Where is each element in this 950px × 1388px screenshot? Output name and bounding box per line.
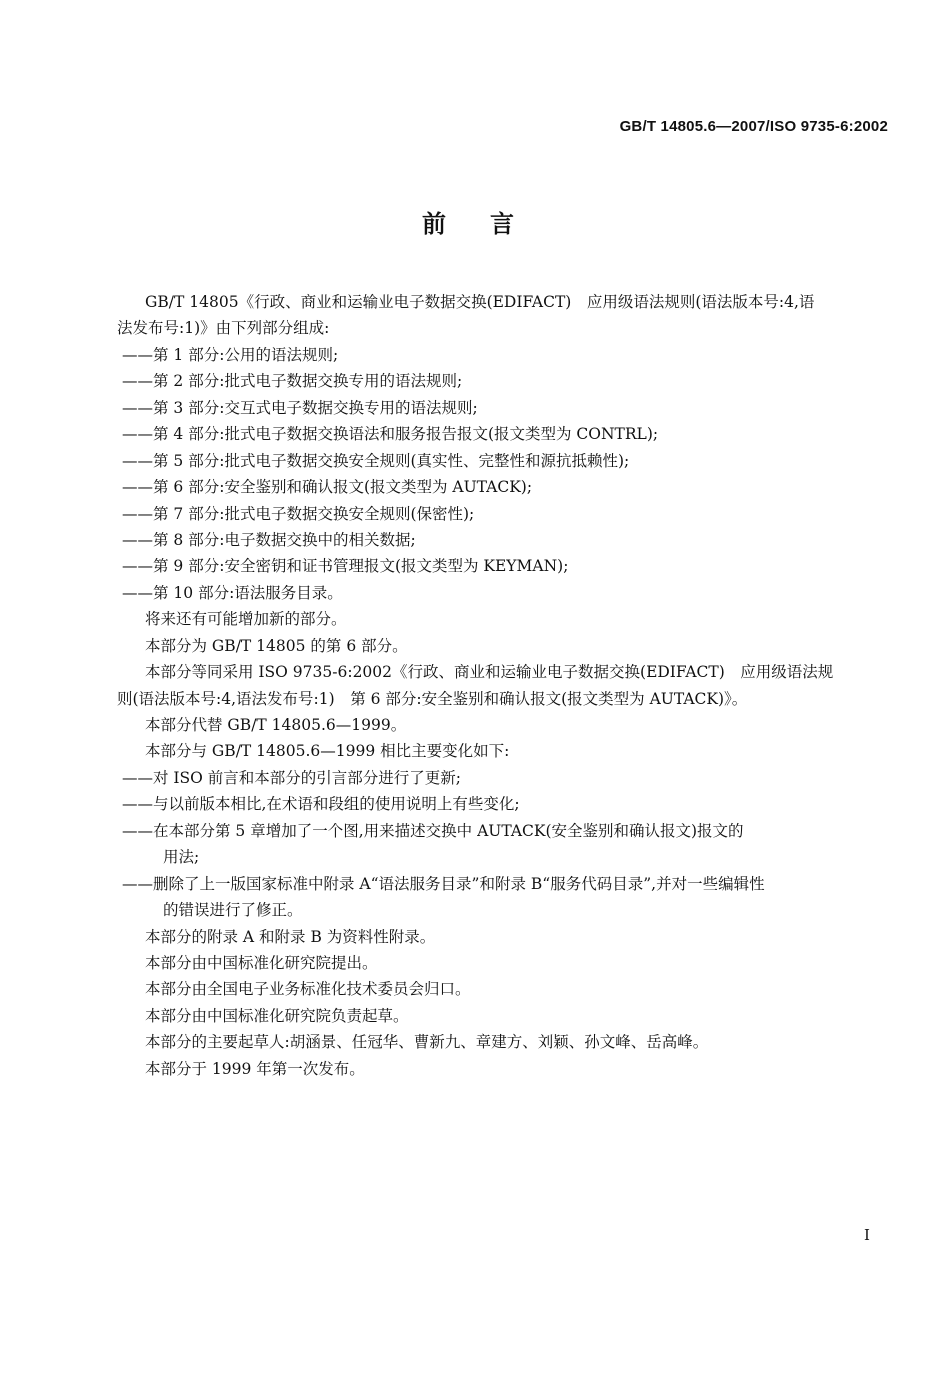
list-item-continuation: 的错误进行了修正。 (163, 901, 303, 920)
list-item: ——第 3 部分:交互式电子数据交换专用的语法规则; (122, 398, 478, 417)
list-item: ——第 6 部分:安全鉴别和确认报文(报文类型为 AUTACK); (122, 478, 533, 497)
paragraph-line: GB/T 14805《行政、商业和运输业电子数据交换(EDIFACT) 应用级语法规则(语法版本号:4,语 (145, 293, 815, 311)
list-item: ——对 ISO 前言和本部分的引言部分进行了更新; (122, 768, 462, 787)
paragraph-line: 本部分的附录 A 和附录 B 为资料性附录。 (145, 927, 436, 946)
page-number: I (864, 1226, 870, 1244)
paragraph-line: 将来还有可能增加新的部分。 (145, 610, 347, 629)
list-item: ——第 2 部分:批式电子数据交换专用的语法规则; (122, 372, 463, 391)
paragraph-line: 本部分代替 GB/T 14805.6—1999。 (145, 716, 407, 734)
paragraph-line: 法发布号:1)》由下列部分组成: (117, 319, 330, 338)
list-item: ——第 8 部分:电子数据交换中的相关数据; (122, 530, 416, 549)
list-item-continuation: 用法; (163, 848, 200, 867)
list-item: ——第 4 部分:批式电子数据交换语法和服务报告报文(报文类型为 CONTRL); (122, 425, 659, 444)
paragraph-line: 本部分与 GB/T 14805.6—1999 相比主要变化如下: (145, 742, 510, 761)
paragraph-line: 本部分由中国标准化研究院提出。 (145, 953, 378, 972)
standard-code-header: GB/T 14805.6—2007/ISO 9735-6:2002 (619, 118, 888, 135)
list-item: ——第 9 部分:安全密钥和证书管理报文(报文类型为 KEYMAN); (122, 557, 569, 576)
list-item: ——在本部分第 5 章增加了一个图,用来描述交换中 AUTACK(安全鉴别和确认报文)报文的 (122, 821, 744, 840)
list-item: ——第 10 部分:语法服务目录。 (122, 583, 343, 602)
paragraph-line: 本部分于 1999 年第一次发布。 (145, 1059, 365, 1078)
list-item: ——第 5 部分:批式电子数据交换安全规则(真实性、完整性和源抗抵赖性); (122, 451, 630, 470)
list-item: ——与以前版本相比,在术语和段组的使用说明上有些变化; (122, 795, 520, 814)
paragraph-line: 则(语法版本号:4,语法发布号:1) 第 6 部分:安全鉴别和确认报文(报文类型为 AUTACK)》。 (117, 689, 748, 708)
paragraph-line: 本部分的主要起草人:胡涵景、任冠华、曹新九、章建方、刘颖、孙文峰、岳高峰。 (145, 1033, 709, 1052)
paragraph-line: 本部分由中国标准化研究院负责起草。 (145, 1006, 409, 1025)
list-item: ——第 1 部分:公用的语法规则; (122, 345, 339, 364)
list-item: ——删除了上一版国家标准中附录 A“语法服务目录”和附录 B“服务代码目录”,并对一些编辑性 (122, 874, 765, 893)
foreword-body (117, 289, 892, 1082)
paragraph-line: 本部分由全国电子业务标准化技术委员会归口。 (145, 980, 471, 999)
page-title: 前言 (422, 210, 558, 238)
list-item: ——第 7 部分:批式电子数据交换安全规则(保密性); (122, 504, 475, 523)
paragraph-line: 本部分等同采用 ISO 9735-6:2002《行政、商业和运输业电子数据交换(EDIFACT) 应用级语法规 (145, 663, 834, 682)
paragraph-line: 本部分为 GB/T 14805 的第 6 部分。 (145, 636, 408, 655)
